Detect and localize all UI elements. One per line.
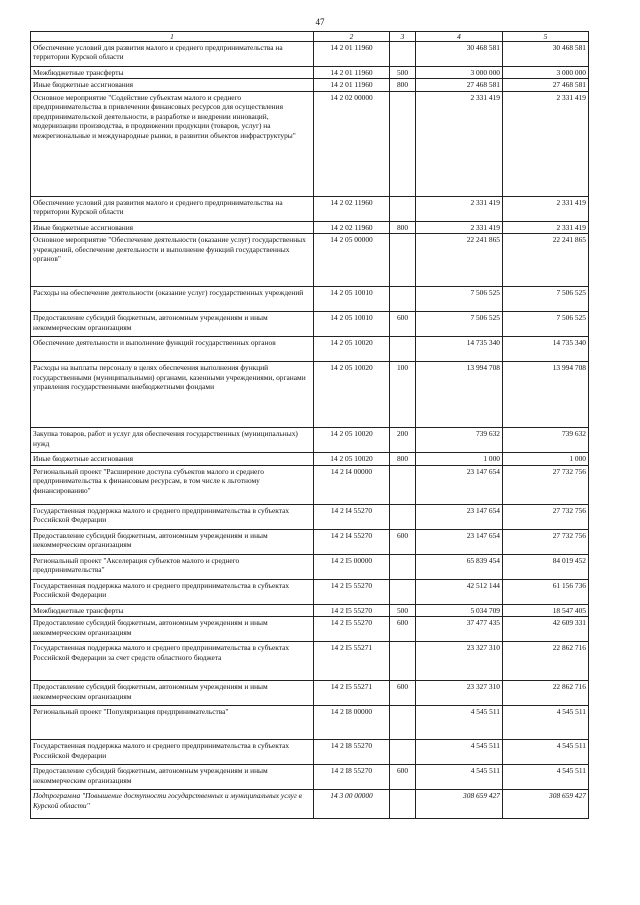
cell-expense-type: [390, 337, 416, 362]
cell-amount-2: 4 545 511: [503, 740, 589, 765]
cell-name: Региональный проект "Расширение доступа субъектов малого и среднего предпринимательства к финансовым ресурсам, в том числе к льготному финансированию": [31, 465, 314, 504]
table-row: [31, 42, 589, 67]
cell-name: Подпрограмма "Повышение доступности государственных и муниципальных услуг в Курской области": [31, 790, 314, 819]
cell-amount-2: 2 331 419: [503, 91, 589, 196]
cell-expense-type: [390, 465, 416, 504]
cell-amount-1: 23 327 310: [416, 681, 503, 706]
cell-expense-type: [390, 642, 416, 681]
cell-code: 14 2 I8 55270: [314, 765, 390, 790]
cell-amount-2: 42 609 331: [503, 617, 589, 642]
table-row: [31, 554, 589, 579]
cell-name: Основное мероприятие "Содействие субъектам малого и среднего предпринимательства в привлечении финансовых ресурсов для осуществления предпринимательской деятельности, в разработке и внедрении инноваций, модернизации производства, в продвижении продукции (товаров, услуг) на межрегиональные и международные рынки, в развитии объектов инфраструктуры": [31, 91, 314, 196]
cell-amount-1: 2 331 419: [416, 221, 503, 233]
table-row: [31, 529, 589, 554]
cell-expense-type: [390, 91, 416, 196]
cell-code: 14 2 05 10020: [314, 337, 390, 362]
cell-expense-type: 600: [390, 681, 416, 706]
cell-amount-2: 27 468 581: [503, 79, 589, 91]
cell-name: Иные бюджетные ассигнования: [31, 79, 314, 91]
cell-code: 14 2 02 00000: [314, 91, 390, 196]
cell-amount-1: 65 839 454: [416, 554, 503, 579]
cell-expense-type: [390, 196, 416, 221]
cell-amount-2: 22 862 716: [503, 681, 589, 706]
cell-amount-1: 2 331 419: [416, 91, 503, 196]
cell-name: Закупка товаров, работ и услуг для обеспечения государственных (муниципальных) нужд: [31, 428, 314, 453]
cell-expense-type: 500: [390, 67, 416, 79]
cell-amount-2: 739 632: [503, 428, 589, 453]
cell-amount-1: 22 241 865: [416, 234, 503, 287]
table-row: [31, 790, 589, 819]
header-col-amount-1: 4: [416, 32, 503, 42]
cell-expense-type: 800: [390, 79, 416, 91]
table-row: [31, 579, 589, 604]
cell-expense-type: 100: [390, 362, 416, 428]
cell-code: 14 2 05 10010: [314, 312, 390, 337]
cell-code: 14 2 I4 00000: [314, 465, 390, 504]
cell-code: 14 2 01 11960: [314, 79, 390, 91]
budget-table: [30, 31, 589, 819]
cell-expense-type: [390, 706, 416, 740]
cell-name: Предоставление субсидий бюджетным, автономным учреждениям и иным некоммерческим организациям: [31, 617, 314, 642]
cell-expense-type: 600: [390, 765, 416, 790]
table-row: [31, 617, 589, 642]
cell-amount-2: 7 506 525: [503, 312, 589, 337]
page-number: 47: [315, 17, 325, 27]
cell-amount-1: 7 506 525: [416, 312, 503, 337]
cell-code: 14 2 I5 55270: [314, 579, 390, 604]
cell-name: Обеспечение деятельности и выполнение функций государственных органов: [31, 337, 314, 362]
cell-amount-1: 739 632: [416, 428, 503, 453]
cell-amount-1: 23 147 654: [416, 465, 503, 504]
cell-code: 14 2 02 11960: [314, 221, 390, 233]
cell-name: Предоставление субсидий бюджетным, автономным учреждениям и иным некоммерческим организациям: [31, 681, 314, 706]
cell-name: Обеспечение условий для развития малого и среднего предпринимательства на территории Курской области: [31, 42, 314, 67]
cell-name: Региональный проект "Популяризация предпринимательства": [31, 706, 314, 740]
cell-code: 14 2 02 11960: [314, 196, 390, 221]
cell-amount-2: 13 994 708: [503, 362, 589, 428]
cell-expense-type: 500: [390, 604, 416, 616]
table-row: [31, 504, 589, 529]
cell-amount-1: 308 659 427: [416, 790, 503, 819]
cell-name: Основное мероприятие "Обеспечение деятельности (оказание услуг) государственных учреждений, обеспечение деятельности и выполнение функций государственных органов": [31, 234, 314, 287]
cell-code: 14 2 I8 00000: [314, 706, 390, 740]
cell-code: 14 2 I5 55270: [314, 604, 390, 616]
table-row: [31, 642, 589, 681]
cell-code: 14 2 01 11960: [314, 67, 390, 79]
cell-expense-type: [390, 790, 416, 819]
header-col-type: 3: [390, 32, 416, 42]
cell-code: 14 2 05 10020: [314, 362, 390, 428]
table-row: [31, 234, 589, 287]
cell-name: Государственная поддержка малого и среднего предпринимательства в субъектах Российской Федерации: [31, 579, 314, 604]
cell-amount-2: 4 545 511: [503, 765, 589, 790]
cell-amount-2: 27 732 756: [503, 529, 589, 554]
cell-expense-type: [390, 504, 416, 529]
cell-amount-1: 1 000: [416, 453, 503, 465]
cell-amount-2: 3 000 000: [503, 67, 589, 79]
header-col-amount-2: 5: [503, 32, 589, 42]
table-row: [31, 706, 589, 740]
cell-amount-2: 27 732 756: [503, 504, 589, 529]
cell-expense-type: [390, 554, 416, 579]
cell-code: 14 2 I5 55270: [314, 617, 390, 642]
cell-amount-2: 2 331 419: [503, 221, 589, 233]
table-row: [31, 362, 589, 428]
cell-amount-2: 27 732 756: [503, 465, 589, 504]
cell-amount-1: 27 468 581: [416, 79, 503, 91]
cell-amount-1: 4 545 511: [416, 765, 503, 790]
cell-amount-2: 2 331 419: [503, 196, 589, 221]
cell-expense-type: 600: [390, 312, 416, 337]
table-row: [31, 221, 589, 233]
cell-amount-2: 14 735 340: [503, 337, 589, 362]
cell-amount-1: 3 000 000: [416, 67, 503, 79]
cell-amount-1: 4 545 511: [416, 740, 503, 765]
cell-code: 14 2 05 00000: [314, 234, 390, 287]
cell-name: Обеспечение условий для развития малого и среднего предпринимательства на территории Курской области: [31, 196, 314, 221]
cell-amount-1: 13 994 708: [416, 362, 503, 428]
cell-name: Государственная поддержка малого и среднего предпринимательства в субъектах Российской Федерации за счет средств областного бюджета: [31, 642, 314, 681]
cell-expense-type: [390, 287, 416, 312]
cell-code: 14 2 05 10020: [314, 453, 390, 465]
cell-amount-2: 18 547 405: [503, 604, 589, 616]
cell-code: 14 2 I4 55270: [314, 529, 390, 554]
cell-code: 14 2 I5 55271: [314, 642, 390, 681]
cell-code: 14 2 01 11960: [314, 42, 390, 67]
cell-expense-type: 800: [390, 221, 416, 233]
cell-name: Региональный проект "Акселерация субъектов малого и среднего предпринимательства": [31, 554, 314, 579]
table-row: [31, 740, 589, 765]
cell-code: 14 2 I8 55270: [314, 740, 390, 765]
cell-code: 14 2 I5 00000: [314, 554, 390, 579]
cell-expense-type: [390, 234, 416, 287]
cell-code: 14 2 I4 55270: [314, 504, 390, 529]
table-row: [31, 287, 589, 312]
table-row: [31, 428, 589, 453]
table-row: [31, 79, 589, 91]
header-col-name: 1: [31, 32, 314, 42]
table-row: [31, 312, 589, 337]
cell-amount-1: 7 506 525: [416, 287, 503, 312]
cell-name: Государственная поддержка малого и среднего предпринимательства в субъектах Российской Федерации: [31, 504, 314, 529]
table-row: [31, 765, 589, 790]
cell-amount-1: 14 735 340: [416, 337, 503, 362]
cell-name: Расходы на обеспечение деятельности (оказание услуг) государственных учреждений: [31, 287, 314, 312]
cell-amount-2: 22 241 865: [503, 234, 589, 287]
cell-code: 14 3 00 00000: [314, 790, 390, 819]
cell-amount-2: 61 156 736: [503, 579, 589, 604]
header-row: [31, 32, 589, 42]
cell-amount-1: 23 327 310: [416, 642, 503, 681]
cell-amount-1: 23 147 654: [416, 529, 503, 554]
cell-name: Иные бюджетные ассигнования: [31, 453, 314, 465]
cell-expense-type: 600: [390, 529, 416, 554]
table-row: [31, 337, 589, 362]
cell-expense-type: 200: [390, 428, 416, 453]
cell-expense-type: [390, 579, 416, 604]
table-row: [31, 465, 589, 504]
cell-name: Межбюджетные трансферты: [31, 604, 314, 616]
cell-expense-type: 800: [390, 453, 416, 465]
table-row: [31, 604, 589, 616]
cell-amount-1: 5 034 709: [416, 604, 503, 616]
header-col-code: 2: [314, 32, 390, 42]
cell-code: 14 2 05 10020: [314, 428, 390, 453]
cell-code: 14 2 I5 55271: [314, 681, 390, 706]
table-row: [31, 91, 589, 196]
cell-amount-2: 84 019 452: [503, 554, 589, 579]
cell-name: Расходы на выплаты персоналу в целях обеспечения выполнения функций государственными (муниципальными) органами, казенными учреждениями, органами управления государственными внебюджетными фондами: [31, 362, 314, 428]
table-row: [31, 681, 589, 706]
table-row: [31, 196, 589, 221]
cell-name: Государственная поддержка малого и среднего предпринимательства в субъектах Российской Федерации: [31, 740, 314, 765]
cell-expense-type: [390, 740, 416, 765]
cell-amount-2: 308 659 427: [503, 790, 589, 819]
table-row: [31, 67, 589, 79]
cell-amount-2: 4 545 511: [503, 706, 589, 740]
cell-amount-1: 37 477 435: [416, 617, 503, 642]
cell-amount-1: 23 147 654: [416, 504, 503, 529]
cell-amount-2: 7 506 525: [503, 287, 589, 312]
cell-amount-1: 2 331 419: [416, 196, 503, 221]
cell-name: Предоставление субсидий бюджетным, автономным учреждениям и иным некоммерческим организациям: [31, 765, 314, 790]
cell-expense-type: [390, 42, 416, 67]
cell-amount-2: 1 000: [503, 453, 589, 465]
cell-name: Предоставление субсидий бюджетным, автономным учреждениям и иным некоммерческим организациям: [31, 529, 314, 554]
cell-amount-1: 30 468 581: [416, 42, 503, 67]
cell-amount-2: 22 862 716: [503, 642, 589, 681]
table-row: [31, 453, 589, 465]
cell-code: 14 2 05 10010: [314, 287, 390, 312]
cell-amount-2: 30 468 581: [503, 42, 589, 67]
cell-amount-1: 42 512 144: [416, 579, 503, 604]
cell-name: Межбюджетные трансферты: [31, 67, 314, 79]
cell-name: Иные бюджетные ассигнования: [31, 221, 314, 233]
cell-expense-type: 600: [390, 617, 416, 642]
cell-name: Предоставление субсидий бюджетным, автономным учреждениям и иным некоммерческим организациям: [31, 312, 314, 337]
cell-amount-1: 4 545 511: [416, 706, 503, 740]
